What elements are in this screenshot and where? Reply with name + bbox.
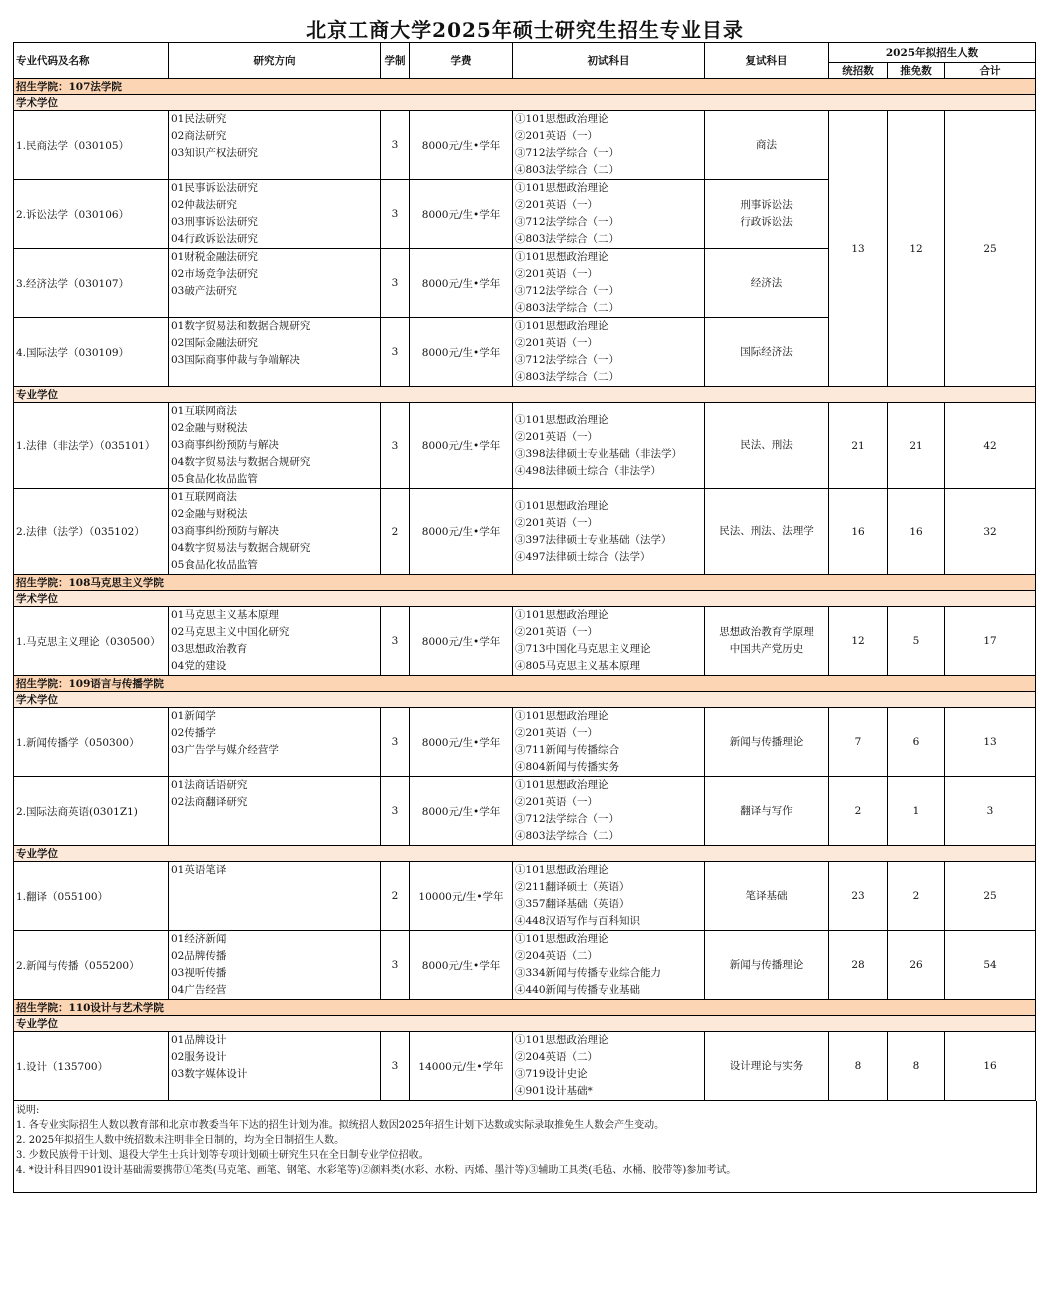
first-exam-subjects-line: ④803法学综合（二）	[515, 830, 620, 842]
table-row	[14, 403, 1036, 489]
first-exam-subjects	[513, 708, 705, 777]
count-total: 13	[945, 708, 1036, 777]
research-direction-line: 03思想政治教育	[171, 643, 248, 655]
research-direction-line: 04数字贸易法与数据合规研究	[171, 456, 311, 468]
study-years: 3	[381, 1032, 410, 1101]
first-exam-subjects-line: ③712法学综合（一）	[515, 147, 620, 159]
tuition-fee: 8000元/生•学年	[410, 931, 513, 1000]
first-exam-subjects-line: ③712法学综合（一）	[515, 813, 620, 825]
major-name: 1.马克思主义理论（030500）	[14, 607, 169, 676]
research-direction-line: 02仲裁法研究	[171, 199, 237, 211]
first-exam-subjects-line: ②201英语（一）	[515, 337, 599, 349]
table-row	[14, 607, 1036, 676]
retest-subjects-line: 思想政治教育学原理	[719, 626, 814, 638]
first-exam-subjects-line: ③398法律硕士专业基础（非法学）	[515, 447, 683, 460]
header-tongzhao: 统招数	[829, 63, 888, 79]
degree-row	[14, 387, 1036, 403]
notes-heading: 说明:	[16, 1105, 40, 1116]
count-total: 54	[945, 931, 1036, 1000]
research-direction-line: 03刑事诉讼法研究	[171, 216, 258, 228]
major-name: 2.国际法商英语(0301Z1)	[14, 777, 169, 846]
major-name: 2.新闻与传播（055200）	[14, 931, 169, 1000]
retest-subjects	[705, 489, 829, 575]
research-direction-line: 02商法研究	[171, 130, 227, 142]
research-direction-line: 02金融与财税法	[171, 422, 248, 434]
research-direction	[169, 777, 381, 846]
table-row	[14, 708, 1036, 777]
count-total: 42	[945, 403, 1036, 489]
count-tuimian: 5	[888, 607, 945, 676]
tuition-fee: 8000元/生•学年	[410, 249, 513, 318]
first-exam-subjects-line: ③397法律硕士专业基础（法学）	[515, 533, 672, 546]
research-direction-line: 04数字贸易法与数据合规研究	[171, 542, 311, 554]
tuition-fee: 10000元/生•学年	[410, 862, 513, 931]
first-exam-subjects-line: ④497法律硕士综合（法学）	[515, 550, 651, 563]
research-direction	[169, 249, 381, 318]
research-direction-line: 03知识产权法研究	[171, 147, 258, 159]
major-name: 3.经济法学（030107）	[14, 249, 169, 318]
catalog-frame	[13, 42, 1035, 1193]
retest-subjects-line: 新闻与传播理论	[729, 958, 804, 971]
major-name: 1.新闻传播学（050300）	[14, 708, 169, 777]
research-direction	[169, 607, 381, 676]
first-exam-subjects-line: ④448汉语写作与百科知识	[515, 915, 641, 927]
first-exam-subjects-line: ④901设计基础*	[515, 1085, 593, 1097]
retest-subjects-line: 经济法	[750, 276, 783, 289]
research-direction-line: 01互联网商法	[171, 405, 237, 417]
research-direction-line: 01法商话语研究	[171, 779, 248, 791]
count-tongzhao: 2	[829, 777, 888, 846]
retest-subjects-line: 民法、刑法、法理学	[719, 525, 814, 537]
retest-subjects-line: 笔译基础	[745, 889, 788, 902]
study-years: 2	[381, 489, 410, 575]
research-direction	[169, 111, 381, 180]
first-exam-subjects-line: ③719设计史论	[515, 1068, 588, 1080]
first-exam-subjects-line: ①101思想政治理论	[515, 251, 609, 263]
degree-label: 学术学位	[14, 591, 1036, 607]
notes	[13, 1101, 1037, 1193]
first-exam-subjects-line: ①101思想政治理论	[515, 933, 609, 945]
retest-subjects-line: 翻译与写作	[740, 804, 793, 817]
note-item: 2. 2025年拟招生人数中统招数未注明非全日制的，均为全日制招生人数。	[16, 1135, 345, 1146]
retest-subjects	[705, 111, 829, 180]
first-exam-subjects	[513, 607, 705, 676]
retest-subjects	[705, 318, 829, 387]
first-exam-subjects-line: ①101思想政治理论	[515, 864, 609, 876]
research-direction	[169, 708, 381, 777]
count-tongzhao: 21	[829, 403, 888, 489]
count-tuimian: 6	[888, 708, 945, 777]
research-direction-line: 03商事纠纷预防与解决	[171, 525, 279, 537]
study-years: 3	[381, 708, 410, 777]
research-direction-line: 01新闻学	[171, 710, 216, 722]
first-exam-subjects-line: ④803法学综合（二）	[515, 233, 620, 245]
research-direction-line: 02金融与财税法	[171, 508, 248, 520]
study-years: 3	[381, 777, 410, 846]
research-direction-line: 01财税金融法研究	[171, 251, 258, 263]
first-exam-subjects	[513, 777, 705, 846]
retest-subjects	[705, 607, 829, 676]
retest-subjects	[705, 249, 829, 318]
first-exam-subjects-line: ④803法学综合（二）	[515, 164, 620, 176]
header-retest: 复试科目	[705, 43, 829, 79]
count-tuimian: 21	[888, 403, 945, 489]
retest-subjects-line: 设计理论与实务	[729, 1059, 804, 1072]
research-direction-line: 02市场竞争法研究	[171, 268, 258, 280]
research-direction	[169, 180, 381, 249]
research-direction-line: 02马克思主义中国化研究	[171, 626, 290, 638]
tuition-fee: 8000元/生•学年	[410, 111, 513, 180]
count-tongzhao: 13	[829, 111, 888, 387]
tuition-fee: 8000元/生•学年	[410, 489, 513, 575]
research-direction-line: 01民法研究	[171, 113, 227, 125]
count-tuimian: 26	[888, 931, 945, 1000]
count-tongzhao: 23	[829, 862, 888, 931]
first-exam-subjects-line: ④804新闻与传播实务	[515, 761, 620, 773]
first-exam-subjects-line: ②201英语（一）	[515, 430, 599, 443]
tuition-fee: 8000元/生•学年	[410, 777, 513, 846]
tuition-fee: 8000元/生•学年	[410, 607, 513, 676]
first-exam-subjects	[513, 489, 705, 575]
count-tuimian: 12	[888, 111, 945, 387]
first-exam-subjects-line: ④440新闻与传播专业基础	[515, 984, 641, 996]
count-total: 3	[945, 777, 1036, 846]
count-tongzhao: 8	[829, 1032, 888, 1101]
research-direction-line: 01民事诉讼法研究	[171, 182, 258, 194]
research-direction	[169, 1032, 381, 1101]
first-exam-subjects-line: ④805马克思主义基本原理	[515, 660, 641, 672]
research-direction-line: 02法商翻译研究	[171, 796, 248, 808]
college-row	[14, 575, 1036, 591]
first-exam-subjects	[513, 1032, 705, 1101]
retest-subjects	[705, 1032, 829, 1101]
header-years: 学制	[381, 43, 410, 79]
tuition-fee: 8000元/生•学年	[410, 318, 513, 387]
first-exam-subjects-line: ②201英语（一）	[515, 268, 599, 280]
first-exam-subjects	[513, 180, 705, 249]
research-direction-line: 02服务设计	[171, 1051, 227, 1063]
degree-row	[14, 591, 1036, 607]
header-fee: 学费	[410, 43, 513, 79]
catalog-body	[14, 79, 1036, 1101]
research-direction	[169, 403, 381, 489]
header-plan: 2025年拟招生人数	[829, 43, 1036, 63]
research-direction-line: 02品牌传播	[171, 950, 227, 962]
research-direction-line: 03广告学与媒介经营学	[171, 744, 279, 756]
college-row	[14, 79, 1036, 95]
study-years: 3	[381, 180, 410, 249]
research-direction-line: 03商事纠纷预防与解决	[171, 439, 279, 451]
first-exam-subjects-line: ②211翻译硕士（英语）	[515, 881, 630, 893]
count-total: 32	[945, 489, 1036, 575]
retest-subjects	[705, 931, 829, 1000]
retest-subjects	[705, 862, 829, 931]
study-years: 3	[381, 111, 410, 180]
header-tuimian: 推免数	[888, 63, 945, 79]
first-exam-subjects-line: ④803法学综合（二）	[515, 371, 620, 383]
count-total: 17	[945, 607, 1036, 676]
retest-subjects-line: 民法、刑法	[740, 439, 793, 451]
first-exam-subjects-line: ①101思想政治理论	[515, 113, 609, 125]
count-tuimian: 8	[888, 1032, 945, 1101]
count-tongzhao: 7	[829, 708, 888, 777]
research-direction-line: 02传播学	[171, 727, 216, 739]
research-direction-line: 01互联网商法	[171, 491, 237, 503]
research-direction-line: 01数字贸易法和数据合规研究	[171, 320, 311, 332]
study-years: 3	[381, 318, 410, 387]
research-direction-line: 03国际商事仲裁与争端解决	[171, 354, 300, 366]
study-years: 3	[381, 249, 410, 318]
first-exam-subjects-line: ①101思想政治理论	[515, 710, 609, 722]
count-tuimian: 2	[888, 862, 945, 931]
study-years: 3	[381, 607, 410, 676]
degree-label: 学术学位	[14, 692, 1036, 708]
first-exam-subjects-line: ③357翻译基础（英语）	[515, 898, 630, 910]
table-row	[14, 862, 1036, 931]
first-exam-subjects-line: ①101思想政治理论	[515, 779, 609, 791]
first-exam-subjects-line: ②201英语（一）	[515, 796, 599, 808]
first-exam-subjects-line: ②201英语（一）	[515, 199, 599, 211]
note-item: 4. *设计科目四901设计基础需要携带①笔类(马克笔、画笔、钢笔、水彩笔等)②颜料类(水彩、水粉、丙烯、墨汁等)③辅助工具类(毛毡、水桶、胶带等)参加考试。	[16, 1165, 737, 1176]
tuition-fee: 8000元/生•学年	[410, 180, 513, 249]
major-name: 4.国际法学（030109）	[14, 318, 169, 387]
research-direction	[169, 318, 381, 387]
retest-subjects-line: 商法	[756, 138, 777, 151]
study-years: 3	[381, 403, 410, 489]
first-exam-subjects-line: ③713中国化马克思主义理论	[515, 643, 651, 655]
first-exam-subjects-line: ②201英语（一）	[515, 727, 599, 739]
degree-label: 专业学位	[14, 387, 1036, 403]
tuition-fee: 14000元/生•学年	[410, 1032, 513, 1101]
table-row	[14, 489, 1036, 575]
college-label: 招生学院：108马克思主义学院	[14, 575, 1036, 591]
major-name: 1.法律（非法学）（035101）	[14, 403, 169, 489]
first-exam-subjects-line: ④803法学综合（二）	[515, 302, 620, 314]
first-exam-subjects-line: ②204英语（二）	[515, 950, 599, 962]
research-direction-line: 03破产法研究	[171, 285, 237, 297]
count-tongzhao: 16	[829, 489, 888, 575]
major-name: 2.法律（法学）（035102）	[14, 489, 169, 575]
research-direction	[169, 931, 381, 1000]
college-row	[14, 676, 1036, 692]
degree-row	[14, 1016, 1036, 1032]
first-exam-subjects-line: ②204英语（二）	[515, 1051, 599, 1063]
count-tongzhao: 28	[829, 931, 888, 1000]
first-exam-subjects-line: ①101思想政治理论	[515, 182, 609, 194]
major-name: 2.诉讼法学（030106）	[14, 180, 169, 249]
major-name: 1.民商法学（030105）	[14, 111, 169, 180]
retest-subjects-line: 新闻与传播理论	[729, 735, 804, 748]
research-direction-line: 04行政诉讼法研究	[171, 233, 258, 245]
college-label: 招生学院：107法学院	[14, 79, 1036, 95]
first-exam-subjects	[513, 862, 705, 931]
note-item: 1. 各专业实际招生人数以教育部和北京市教委当年下达的招生计划为准。拟统招人数因2025年招生计划下达数或实际录取推免生人数会产生变动。	[16, 1120, 665, 1131]
research-direction-line: 04广告经营	[171, 984, 227, 996]
retest-subjects	[705, 708, 829, 777]
count-total: 16	[945, 1032, 1036, 1101]
research-direction-line: 05食品化妆品监管	[171, 559, 258, 571]
degree-row	[14, 846, 1036, 862]
first-exam-subjects	[513, 931, 705, 1000]
retest-subjects-line: 行政诉讼法	[740, 216, 793, 228]
header-first-exam: 初试科目	[513, 43, 705, 79]
tuition-fee: 8000元/生•学年	[410, 708, 513, 777]
first-exam-subjects-line: ③712法学综合（一）	[515, 285, 620, 297]
count-tuimian: 16	[888, 489, 945, 575]
research-direction-line: 01英语笔译	[171, 864, 227, 876]
major-name: 1.设计（135700）	[14, 1032, 169, 1101]
retest-subjects-line: 刑事诉讼法	[740, 199, 793, 211]
research-direction-line: 05食品化妆品监管	[171, 473, 258, 485]
major-name: 1.翻译（055100）	[14, 862, 169, 931]
first-exam-subjects-line: ①101思想政治理论	[515, 1034, 609, 1046]
table-row	[14, 931, 1036, 1000]
first-exam-subjects-line: ③334新闻与传播专业综合能力	[515, 967, 662, 979]
tuition-fee: 8000元/生•学年	[410, 403, 513, 489]
degree-row	[14, 95, 1036, 111]
first-exam-subjects-line: ①101思想政治理论	[515, 413, 609, 426]
first-exam-subjects	[513, 403, 705, 489]
header-direction: 研究方向	[169, 43, 381, 79]
catalog-table	[13, 42, 1036, 1101]
header-total: 合计	[945, 63, 1036, 79]
first-exam-subjects	[513, 318, 705, 387]
research-direction-line: 01马克思主义基本原理	[171, 609, 279, 621]
table-row	[14, 111, 1036, 180]
table-row	[14, 777, 1036, 846]
first-exam-subjects-line: ②201英语（一）	[515, 516, 599, 529]
first-exam-subjects-line: ④498法律硕士综合（非法学）	[515, 464, 662, 477]
study-years: 3	[381, 931, 410, 1000]
first-exam-subjects-line: ①101思想政治理论	[515, 499, 609, 512]
degree-label: 专业学位	[14, 1016, 1036, 1032]
degree-label: 专业学位	[14, 846, 1036, 862]
degree-row	[14, 692, 1036, 708]
college-label: 招生学院：109语言与传播学院	[14, 676, 1036, 692]
retest-subjects	[705, 180, 829, 249]
retest-subjects-line: 国际经济法	[740, 345, 793, 358]
first-exam-subjects-line: ①101思想政治理论	[515, 609, 609, 621]
page-title: 北京工商大学2025年硕士研究生招生专业目录	[306, 18, 744, 42]
count-total: 25	[945, 862, 1036, 931]
retest-subjects	[705, 777, 829, 846]
first-exam-subjects-line: ②201英语（一）	[515, 626, 599, 638]
research-direction	[169, 489, 381, 575]
first-exam-subjects	[513, 111, 705, 180]
research-direction-line: 03数字媒体设计	[171, 1068, 248, 1080]
first-exam-subjects-line: ①101思想政治理论	[515, 320, 609, 332]
first-exam-subjects-line: ③712法学综合（一）	[515, 216, 620, 228]
count-tongzhao: 12	[829, 607, 888, 676]
count-total: 25	[945, 111, 1036, 387]
college-label: 招生学院：110设计与艺术学院	[14, 1000, 1036, 1016]
note-item: 3. 少数民族骨干计划、退役大学生士兵计划等专项计划硕士研究生只在全日制专业学位招收。	[16, 1150, 429, 1161]
research-direction	[169, 862, 381, 931]
research-direction-line: 01经济新闻	[171, 933, 227, 945]
study-years: 2	[381, 862, 410, 931]
research-direction-line: 01品牌设计	[171, 1034, 227, 1046]
table-row	[14, 1032, 1036, 1101]
retest-subjects-line: 中国共产党历史	[729, 643, 804, 655]
first-exam-subjects-line: ③711新闻与传播综合	[515, 744, 620, 756]
degree-label: 学术学位	[14, 95, 1036, 111]
first-exam-subjects	[513, 249, 705, 318]
research-direction-line: 03视听传播	[171, 967, 227, 979]
count-tuimian: 1	[888, 777, 945, 846]
header-code-name: 专业代码及名称	[14, 43, 169, 79]
first-exam-subjects-line: ②201英语（一）	[515, 130, 599, 142]
first-exam-subjects-line: ③712法学综合（一）	[515, 354, 620, 366]
retest-subjects	[705, 403, 829, 489]
college-row	[14, 1000, 1036, 1016]
research-direction-line: 02国际金融法研究	[171, 337, 258, 349]
research-direction-line: 04党的建设	[171, 660, 227, 672]
